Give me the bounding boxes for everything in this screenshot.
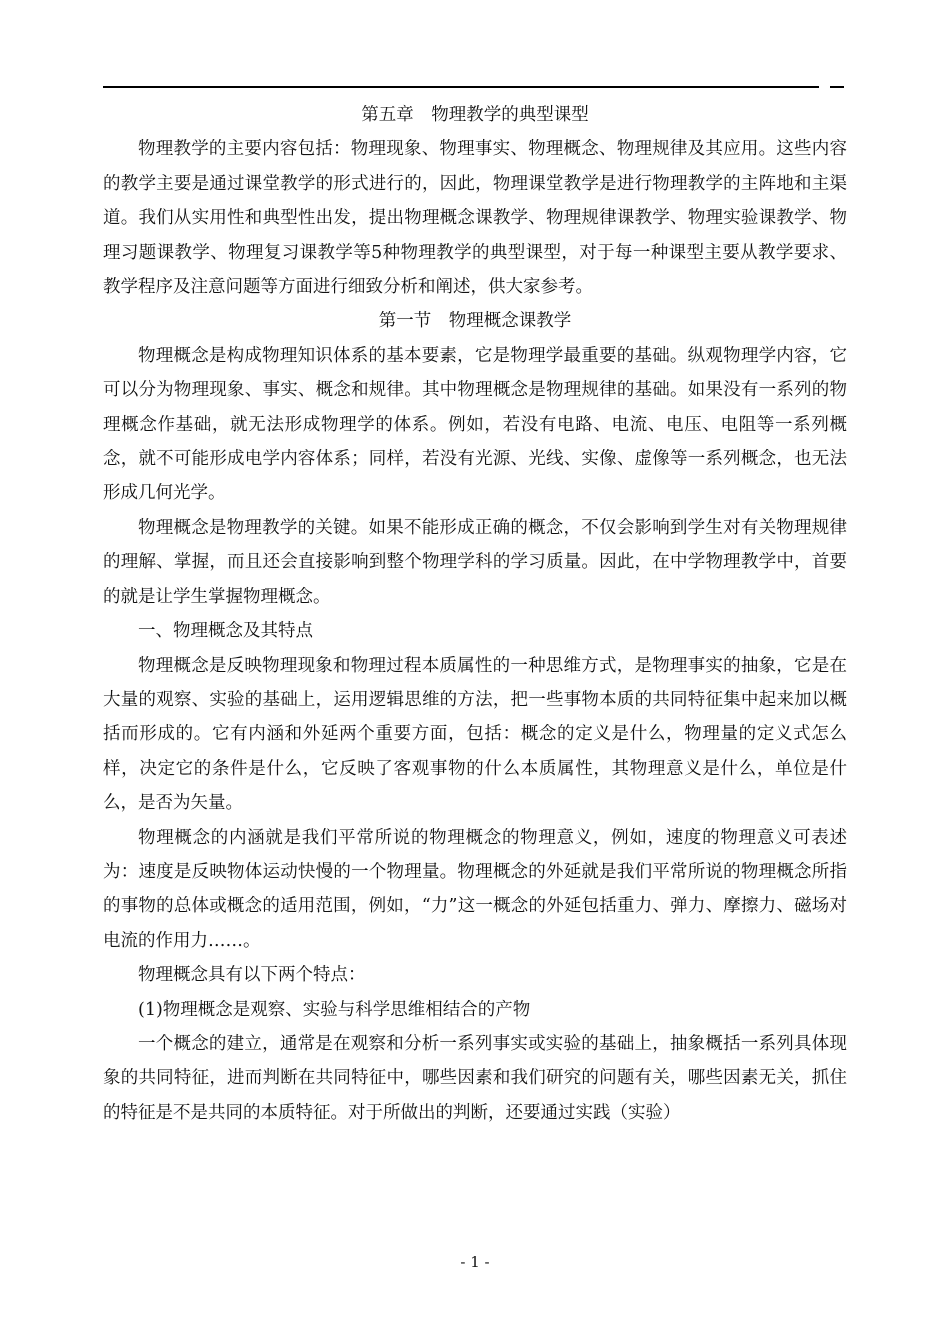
chapter-title: 第五章 物理教学的典型课型 xyxy=(361,105,589,125)
list-heading: (1)物理概念是观察、实验与科学思维相结合的产物 xyxy=(138,999,531,1020)
paragraph: 物理概念是反映物理现象和物理过程本质属性的一种思维方式，是物理事实的抽象，它是在大量的观察、实验的基础上，运用逻辑思维的方法，把一些事物本质的共同特征集中起来加以概括而形成的。它有内涵和外延两个重要方面，包括：概念的定义是什么，物理量的定义式怎么样，决定它的条件是什么，它反映了客观事物的什么本质属性，其物理意义是什么，单位是什么，是否为矢量。 xyxy=(103,655,847,814)
paragraph: 一个概念的建立，通常是在观察和分析一系列事实或实验的基础上，抽象概括一系列具体现象的共同特征，进而判断在共同特征中，哪些因素和我们研究的问题有关，哪些因素无关，抓住的特征是不是共同的本质特征。对于所做出的判断，还要通过实践（实验） xyxy=(103,1033,847,1123)
header-rule xyxy=(103,86,819,88)
paragraph: 物理概念的内涵就是我们平常所说的物理概念的物理意义，例如，速度的物理意义可表述为：速度是反映物体运动快慢的一个物理量。物理概念的外延就是我们平常所说的物理概念所指的事物的总体或概念的适用范围，例如，“力”这一概念的外延包括重力、弹力、摩擦力、磁场对电流的作用力……。 xyxy=(103,827,847,951)
paragraph: 物理概念是物理教学的关键。如果不能形成正确的概念，不仅会影响到学生对有关物理规律的理解、掌握，而且还会直接影响到整个物理学科的学习质量。因此，在中学物理教学中，首要的就是让学生掌握物理概念。 xyxy=(103,517,847,607)
paragraph: 物理概念是构成物理知识体系的基本要素，它是物理学最重要的基础。纵观物理学内容，它可以分为物理现象、事实、概念和规律。其中物理概念是物理规律的基础。如果没有一系列的物理概念作基础，就无法形成物理学的体系。例如，若没有电路、电流、电压、电阻等一系列概念，就不可能形成电学内容体系；同样，若没有光源、光线、实像、虚像等一系列概念，也无法形成几何光学。 xyxy=(103,345,847,504)
paragraph: 物理概念具有以下两个特点： xyxy=(138,965,366,986)
subheading: 一、物理概念及其特点 xyxy=(138,621,313,642)
section-title: 第一节 物理概念课教学 xyxy=(378,311,572,332)
header-rule-short xyxy=(830,86,844,88)
page-body xyxy=(103,98,847,1130)
intro-paragraph: 物理教学的主要内容包括：物理现象、物理事实、物理概念、物理规律及其应用。这些内容的教学主要是通过课堂教学的形式进行的，因此，物理课堂教学是进行物理教学的主阵地和主渠道。我们从实用性和典型性出发，提出物理概念课教学、物理规律课教学、物理实验课教学、物理习题课教学、物理复习课教学等5种物理教学的典型课型，对于每一种课型主要从教学要求、教学程序及注意问题等方面进行细致分析和阐述，供大家参考。 xyxy=(103,139,847,298)
page-number: - 1 - xyxy=(460,1253,490,1271)
